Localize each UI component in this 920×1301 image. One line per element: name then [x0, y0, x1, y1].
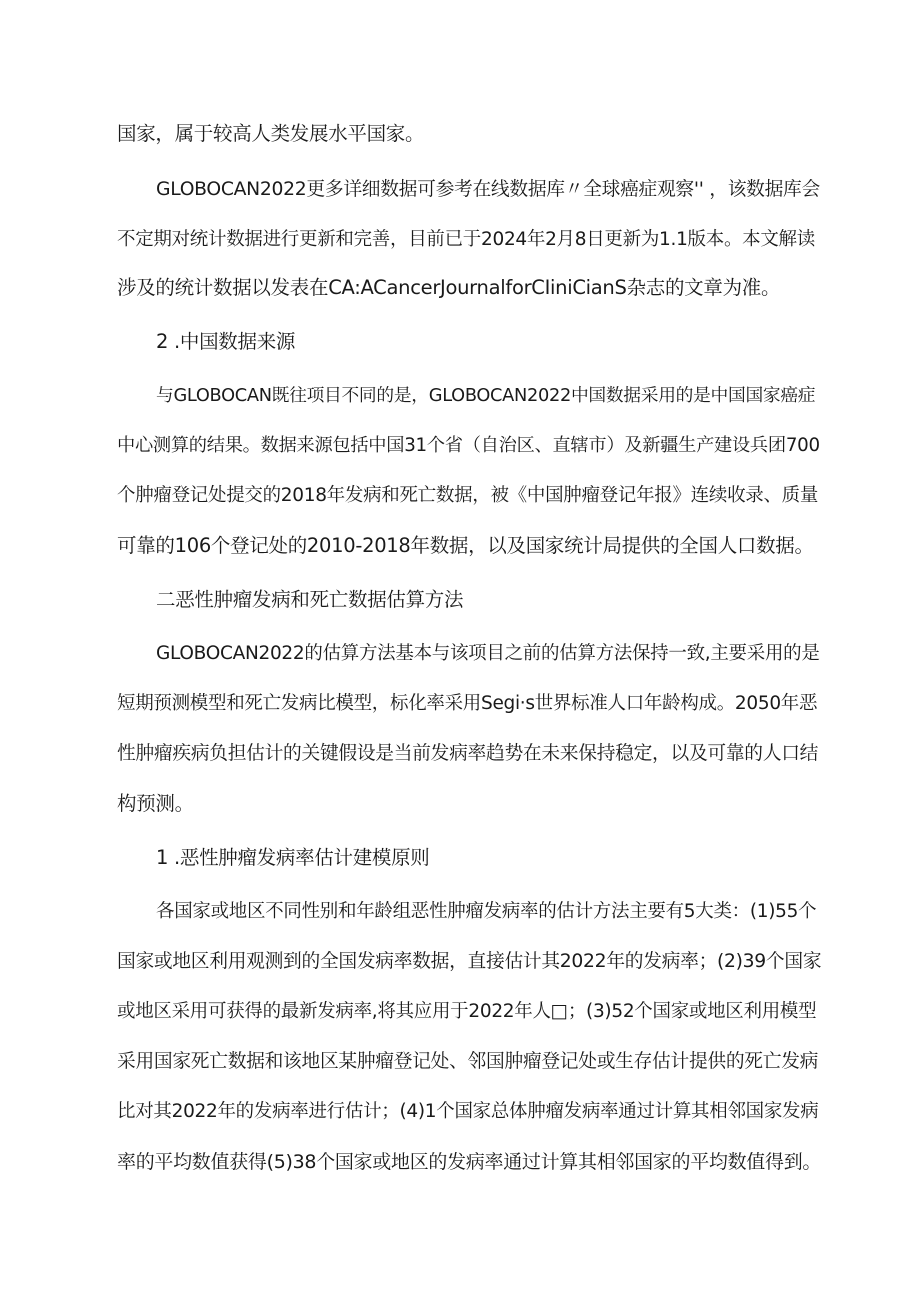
paragraph-line: 或地区采用可获得的最新发病率,将其应用于2022年人□；(3)52个国家或地区利用模型 — [117, 1001, 817, 1022]
paragraph-line: 性肿瘤疾病负担估计的关键假设是当前发病率趋势在未来保持稳定，以及可靠的人口结 — [117, 743, 819, 764]
paragraph-line: 与GLOBOCAN既往项目不同的是，GLOBOCAN2022中国数据采用的是中国国家癌症 — [156, 386, 816, 406]
section-heading: 1 .恶性肿瘤发病率估计建模原则 — [156, 846, 430, 869]
section-heading: 2 .中国数据来源 — [156, 330, 296, 353]
paragraph-line: 比对其2022年的发病率进行估计；(4)1个国家总体肿瘤发病率通过计算其相邻国家发病 — [117, 1101, 819, 1122]
paragraph-line: 采用国家死亡数据和该地区某肿瘤登记处、邻国肿瘤登记处或生存估计提供的死亡发病 — [117, 1051, 819, 1072]
paragraph-line: 个肿瘤登记处提交的2018年发病和死亡数据，被《中国肿瘤登记年报》连续收录、质量 — [117, 485, 819, 506]
paragraph-line: 短期预测模型和死亡发病比模型，标化率采用Segi·s世界标准人口年龄构成。2050年恶 — [117, 693, 818, 714]
paragraph-line: 国家，属于较高人类发展水平国家。 — [117, 122, 425, 145]
paragraph-line: 国家或地区利用观测到的全国发病率数据，直接估计其2022年的发病率；(2)39个国家 — [117, 951, 822, 972]
paragraph-line: 涉及的统计数据以发表在CA:ACancerJournalforCIiniCianS杂志的文章为准。 — [117, 276, 781, 299]
paragraph-line: GLOBOCAN2022的估算方法基本与该项目之前的估算方法保持一致,主要采用的是 — [156, 643, 820, 664]
paragraph-line: 构预测。 — [117, 792, 194, 815]
paragraph-line: 可靠的106个登记处的2010-2018年数据，以及国家统计局提供的全国人口数据。 — [117, 534, 814, 557]
paragraph-line: GLOBOCAN2022更多详细数据可参考在线数据库〃全球癌症观察'' ，该数据库会 — [156, 179, 820, 200]
paragraph-line: 各国家或地区不同性别和年龄组恶性肿瘤发病率的估计方法主要有5大类：(1)55个 — [156, 901, 817, 922]
paragraph-line: 率的平均数值获得(5)38个国家或地区的发病率通过计算其相邻国家的平均数值得到。 — [117, 1151, 822, 1173]
paragraph-line: 中心测算的结果。数据来源包括中国31个省（自治区、直辖市）及新疆生产建设兵团700 — [117, 435, 820, 456]
paragraph-line: 不定期对统计数据进行更新和完善，目前已于2024年2月8日更新为1.1版本。本文解读 — [117, 229, 815, 250]
section-heading: 二恶性肿瘤发病和死亡数据估算方法 — [156, 588, 464, 611]
